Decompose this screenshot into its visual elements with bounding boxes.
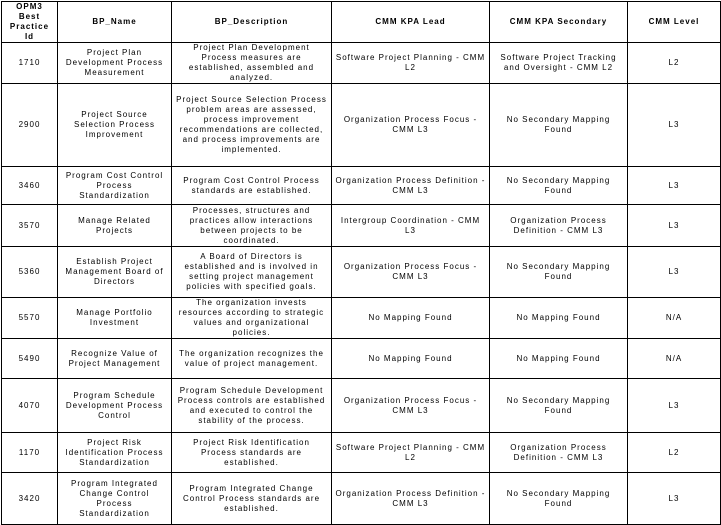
header-cmm-kpa-lead: CMM KPA Lead: [332, 2, 490, 43]
practice-id-cell: 3420: [2, 473, 58, 525]
kpa-secondary-cell: No Mapping Found: [490, 339, 628, 379]
cmm-level-cell: L2: [628, 433, 721, 473]
table-row: [2, 247, 721, 298]
practice-id-cell: 4070: [2, 379, 58, 433]
practice-id-cell: 1170: [2, 433, 58, 473]
practice-id-cell: 5490: [2, 339, 58, 379]
cmm-level-cell: L3: [628, 205, 721, 247]
kpa-lead-cell: Organization Process Focus - CMM L3: [332, 379, 490, 433]
bp-description-cell: Project Risk Identification Process standards are established.: [172, 433, 332, 473]
table-row: [2, 167, 721, 205]
table-row: [2, 473, 721, 525]
header-cmm-level: CMM Level: [628, 2, 721, 43]
table-row: [2, 298, 721, 339]
cmm-level-cell: L3: [628, 379, 721, 433]
kpa-secondary-cell: No Secondary Mapping Found: [490, 84, 628, 167]
practice-id-cell: 3460: [2, 167, 58, 205]
header-cmm-kpa-secondary: CMM KPA Secondary: [490, 2, 628, 43]
bp-name-cell: Program Cost Control Process Standardization: [58, 167, 172, 205]
bp-description-cell: Program Schedule Development Process controls are established and executed to control the stability of the process.: [172, 379, 332, 433]
cmm-level-cell: N/A: [628, 298, 721, 339]
table-row: [2, 205, 721, 247]
table-row: [2, 433, 721, 473]
kpa-lead-cell: Organization Process Definition - CMM L3: [332, 473, 490, 525]
bp-description-cell: Processes, structures and practices allow interactions between projects to be coordinated.: [172, 205, 332, 247]
bp-name-cell: Manage Related Projects: [58, 205, 172, 247]
kpa-secondary-cell: Organization Process Definition - CMM L3: [490, 205, 628, 247]
table-row: [2, 379, 721, 433]
bp-description-cell: Program Cost Control Process standards are established.: [172, 167, 332, 205]
mapping-table: [1, 1, 721, 525]
kpa-lead-cell: Software Project Planning - CMM L2: [332, 43, 490, 84]
kpa-lead-cell: Organization Process Definition - CMM L3: [332, 167, 490, 205]
kpa-secondary-cell: No Mapping Found: [490, 298, 628, 339]
cmm-level-cell: L3: [628, 473, 721, 525]
practice-id-cell: 5570: [2, 298, 58, 339]
kpa-lead-cell: No Mapping Found: [332, 298, 490, 339]
table-row: [2, 339, 721, 379]
bp-description-cell: Project Source Selection Process problem areas are assessed, process improvement recommendations are collected, and process improvements are implemented.: [172, 84, 332, 167]
table-row: [2, 43, 721, 84]
kpa-lead-cell: No Mapping Found: [332, 339, 490, 379]
practice-id-cell: 5360: [2, 247, 58, 298]
header-bp-description: BP_Description: [172, 2, 332, 43]
kpa-secondary-cell: No Secondary Mapping Found: [490, 379, 628, 433]
header-practice-id: OPM3 Best Practice Id: [2, 2, 58, 43]
kpa-lead-cell: Organization Process Focus - CMM L3: [332, 84, 490, 167]
bp-name-cell: Manage Portfolio Investment: [58, 298, 172, 339]
cmm-level-cell: N/A: [628, 339, 721, 379]
practice-id-cell: 3570: [2, 205, 58, 247]
bp-name-cell: Program Integrated Change Control Process Standardization: [58, 473, 172, 525]
bp-name-cell: Recognize Value of Project Management: [58, 339, 172, 379]
bp-description-cell: Project Plan Development Process measures are established, assembled and analyzed.: [172, 43, 332, 84]
bp-name-cell: Project Source Selection Process Improvement: [58, 84, 172, 167]
kpa-lead-cell: Intergroup Coordination - CMM L3: [332, 205, 490, 247]
cmm-level-cell: L2: [628, 43, 721, 84]
kpa-secondary-cell: No Secondary Mapping Found: [490, 473, 628, 525]
kpa-secondary-cell: Software Project Tracking and Oversight - CMM L2: [490, 43, 628, 84]
bp-name-cell: Project Risk Identification Process Standardization: [58, 433, 172, 473]
bp-name-cell: Project Plan Development Process Measurement: [58, 43, 172, 84]
bp-description-cell: A Board of Directors is established and is involved in setting project management policies with specified goals.: [172, 247, 332, 298]
practice-id-cell: 2900: [2, 84, 58, 167]
header-bp-name: BP_Name: [58, 2, 172, 43]
bp-description-cell: The organization invests resources according to strategic values and organizational policies.: [172, 298, 332, 339]
bp-description-cell: Program Integrated Change Control Process standards are established.: [172, 473, 332, 525]
cmm-level-cell: L3: [628, 167, 721, 205]
bp-name-cell: Establish Project Management Board of Directors: [58, 247, 172, 298]
kpa-lead-cell: Software Project Planning - CMM L2: [332, 433, 490, 473]
kpa-secondary-cell: No Secondary Mapping Found: [490, 247, 628, 298]
cmm-level-cell: L3: [628, 84, 721, 167]
bp-name-cell: Program Schedule Development Process Control: [58, 379, 172, 433]
bp-description-cell: The organization recognizes the value of project management.: [172, 339, 332, 379]
practice-id-cell: 1710: [2, 43, 58, 84]
kpa-secondary-cell: No Secondary Mapping Found: [490, 167, 628, 205]
header-row: [2, 2, 721, 43]
kpa-lead-cell: Organization Process Focus - CMM L3: [332, 247, 490, 298]
cmm-level-cell: L3: [628, 247, 721, 298]
table-row: [2, 84, 721, 167]
kpa-secondary-cell: Organization Process Definition - CMM L3: [490, 433, 628, 473]
